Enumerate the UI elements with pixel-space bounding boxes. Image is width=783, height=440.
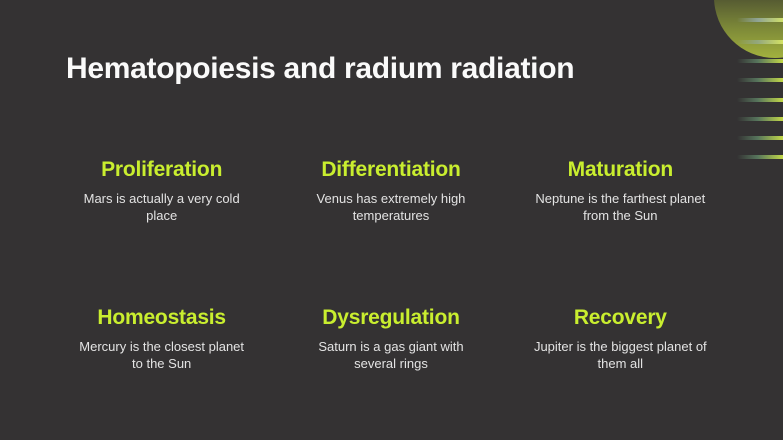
concept-cell-maturation <box>514 158 727 224</box>
slide-title: Hematopoiesis and radium radiation <box>66 52 575 85</box>
concept-body: Mars is actually a very cold place <box>83 191 240 224</box>
concept-body: Mercury is the closest planet to the Sun <box>79 339 245 372</box>
concept-heading: Differentiation <box>321 158 461 181</box>
streak-lines-decoration <box>735 0 783 165</box>
concept-body: Neptune is the farthest planet from the Sun <box>535 191 706 224</box>
concept-heading: Maturation <box>567 158 673 181</box>
concept-heading: Recovery <box>573 306 667 330</box>
concept-body: Saturn is a gas giant with several rings <box>318 339 464 372</box>
streak-line <box>737 98 783 102</box>
concept-grid <box>55 158 727 372</box>
concept-cell-recovery <box>514 306 727 372</box>
streak-line <box>737 18 783 22</box>
concept-cell-proliferation <box>55 158 268 224</box>
concept-body: Venus has extremely high temperatures <box>316 191 466 224</box>
concept-body: Jupiter is the biggest planet of them all <box>533 339 707 372</box>
streak-line <box>737 78 783 82</box>
concept-cell-homeostasis <box>55 306 268 372</box>
concept-heading: Dysregulation <box>322 306 460 330</box>
concept-heading: Homeostasis <box>97 306 226 330</box>
streak-line <box>737 59 783 63</box>
streak-line <box>737 155 783 159</box>
streak-line <box>737 136 783 140</box>
concept-heading: Proliferation <box>101 158 223 181</box>
streak-line <box>737 117 783 121</box>
concept-cell-differentiation <box>284 158 497 224</box>
streak-line <box>737 40 783 44</box>
concept-cell-dysregulation <box>284 306 497 372</box>
